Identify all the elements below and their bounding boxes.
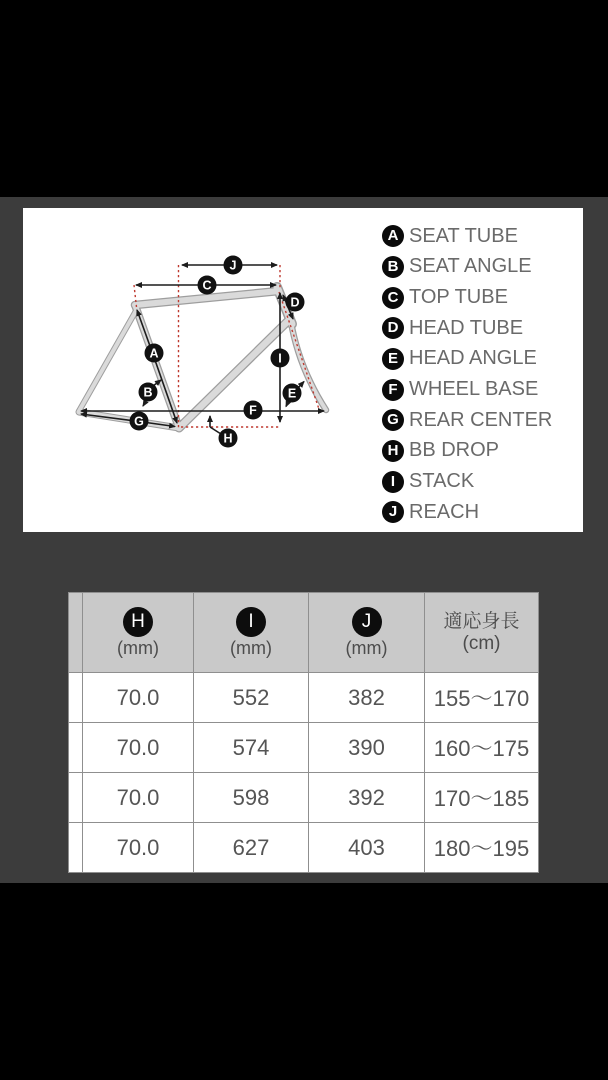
- table-cell: 392: [309, 773, 425, 823]
- table-cell: 382: [309, 673, 425, 723]
- legend-label: SEAT ANGLE: [409, 255, 532, 278]
- legend-bullet-c-icon: C: [382, 287, 404, 309]
- table-cell: 403: [309, 823, 425, 873]
- legend-item-rear-center: [382, 405, 582, 436]
- col-header-h-mm: [83, 593, 194, 673]
- col-unit: (mm): [230, 638, 272, 658]
- dim-arrow-seat-tube: [137, 310, 177, 423]
- legend-label: REAR CENTER: [409, 408, 553, 431]
- svg-text:F: F: [249, 403, 257, 418]
- diagram-label-d: [286, 293, 305, 312]
- legend-label: WHEEL BASE: [409, 378, 539, 401]
- legend-item-seat-angle: [382, 252, 582, 283]
- svg-text:B: B: [143, 385, 153, 400]
- diagram-label-g: [130, 412, 149, 431]
- table-cell-cropped: [69, 723, 83, 773]
- legend-bullet-a-icon: A: [382, 225, 404, 247]
- table-cell: 574: [194, 723, 309, 773]
- table-row: [69, 673, 539, 723]
- legend-bullet-i-icon: I: [382, 471, 404, 493]
- table-cell-cropped: [69, 673, 83, 723]
- col-header-j-mm: [309, 593, 425, 673]
- dim-arrow-rear-center: [81, 414, 175, 427]
- legend-item-stack: [382, 466, 582, 497]
- table-cell: 70.0: [83, 823, 194, 873]
- table-cell: 170〜185: [425, 773, 539, 823]
- svg-text:A: A: [149, 346, 159, 361]
- table-row: [69, 723, 539, 773]
- col-unit: (mm): [117, 638, 159, 658]
- legend-bullet-e-icon: E: [382, 348, 404, 370]
- legend-item-wheel-base: [382, 374, 582, 405]
- legend-label: SEAT TUBE: [409, 224, 518, 247]
- label-i-icon: I: [236, 607, 266, 637]
- diagram-label-e: [283, 384, 302, 403]
- diagram-label-c: [198, 276, 217, 295]
- table-row: [69, 823, 539, 873]
- col-title: 適応身長: [443, 610, 520, 632]
- diagram-label-i: [271, 349, 290, 368]
- table-cell: 552: [194, 673, 309, 723]
- geometry-table: [68, 592, 538, 873]
- svg-text:D: D: [290, 295, 300, 310]
- table-cell: 180〜195: [425, 823, 539, 873]
- svg-text:C: C: [202, 278, 212, 293]
- legend-bullet-h-icon: H: [382, 440, 404, 462]
- table-cell: 390: [309, 723, 425, 773]
- legend-item-bb-drop: [382, 436, 582, 467]
- col-unit: (cm): [462, 632, 501, 654]
- legend: [382, 221, 582, 528]
- col-header-i-mm: [194, 593, 309, 673]
- table-cell-cropped: [69, 773, 83, 823]
- label-h-icon: H: [123, 607, 153, 637]
- legend-bullet-j-icon: J: [382, 501, 404, 523]
- legend-item-reach: [382, 497, 582, 528]
- table-cell: 70.0: [83, 773, 194, 823]
- geometry-diagram-panel: [23, 208, 583, 532]
- svg-text:J: J: [229, 258, 237, 273]
- table-cell: 70.0: [83, 723, 194, 773]
- legend-item-top-tube: [382, 282, 582, 313]
- legend-bullet-b-icon: B: [382, 256, 404, 278]
- table-cell-cropped: [69, 823, 83, 873]
- diagram-label-f: [244, 401, 263, 420]
- legend-label: HEAD ANGLE: [409, 347, 537, 370]
- legend-bullet-f-icon: F: [382, 379, 404, 401]
- diagram-label-j: [224, 256, 243, 275]
- col-header-height-range: [425, 593, 539, 673]
- table-cell: 70.0: [83, 673, 194, 723]
- table-header-row: [69, 593, 539, 673]
- svg-text:H: H: [223, 431, 233, 446]
- cropped-column-header: [69, 593, 83, 673]
- table-row: [69, 773, 539, 823]
- legend-label: REACH: [409, 500, 480, 523]
- legend-item-seat-tube: [382, 221, 582, 252]
- legend-item-head-angle: [382, 344, 582, 375]
- table-cell: 155〜170: [425, 673, 539, 723]
- table-cell: 160〜175: [425, 723, 539, 773]
- table-cell: 598: [194, 773, 309, 823]
- table-cell: 627: [194, 823, 309, 873]
- svg-text:I: I: [278, 351, 282, 366]
- diagram-label-b: [139, 383, 158, 402]
- legend-label: BB DROP: [409, 439, 500, 462]
- legend-label: STACK: [409, 470, 475, 493]
- construction-lines: [134, 265, 320, 428]
- svg-text:G: G: [134, 414, 144, 429]
- diagram-label-a: [145, 344, 164, 363]
- legend-bullet-g-icon: G: [382, 409, 404, 431]
- legend-label: TOP TUBE: [409, 286, 508, 309]
- diagram-label-h: [219, 429, 238, 448]
- label-j-icon: J: [352, 607, 382, 637]
- svg-text:E: E: [287, 386, 297, 401]
- legend-bullet-d-icon: D: [382, 317, 404, 339]
- col-unit: (mm): [345, 638, 388, 658]
- legend-item-head-tube: [382, 313, 582, 344]
- dim-arrow-bb-drop: [210, 416, 221, 434]
- legend-label: HEAD TUBE: [409, 316, 524, 339]
